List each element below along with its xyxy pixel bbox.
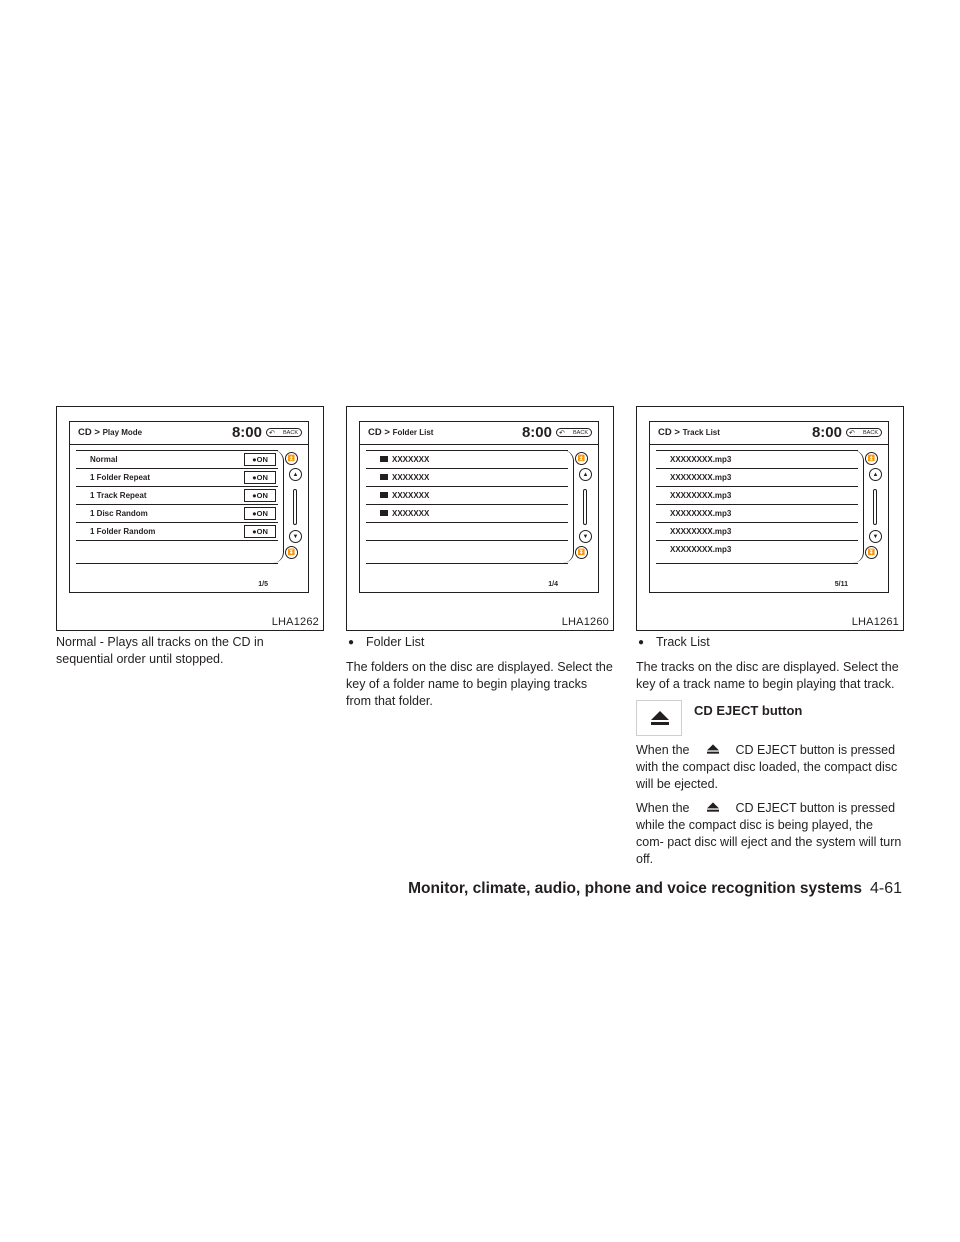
list-item[interactable] bbox=[656, 451, 858, 469]
list-item[interactable] bbox=[656, 541, 858, 559]
page-indicator: 5/11 bbox=[834, 581, 848, 588]
list-item[interactable] bbox=[76, 469, 278, 487]
back-button[interactable] bbox=[556, 428, 592, 437]
page-up-icon[interactable]: ⏫ bbox=[285, 452, 298, 465]
eject-paragraph-1 bbox=[636, 742, 904, 793]
text-fragment: When the bbox=[636, 801, 690, 815]
on-label: ON bbox=[256, 473, 268, 482]
back-button[interactable] bbox=[266, 428, 302, 437]
back-button[interactable] bbox=[846, 428, 882, 437]
page-indicator: 1/4 bbox=[548, 581, 558, 588]
screen-folder-list bbox=[359, 421, 599, 593]
list-item[interactable] bbox=[656, 469, 858, 487]
on-indicator: ●ON bbox=[244, 471, 276, 484]
scroll-controls bbox=[572, 452, 594, 567]
scroll-down-icon[interactable]: ▼ bbox=[579, 530, 592, 543]
scroll-up-icon[interactable]: ▲ bbox=[289, 468, 302, 481]
scroll-up-icon[interactable]: ▲ bbox=[579, 468, 592, 481]
back-label: BACK bbox=[863, 430, 878, 436]
on-indicator: ●ON bbox=[244, 525, 276, 538]
row-label: XXXXXXX bbox=[392, 473, 430, 482]
back-arrow-icon: ↶ bbox=[849, 430, 855, 437]
figure-track-list bbox=[636, 406, 904, 631]
normal-description: Normal - Plays all tracks on the CD in sequential order until stopped. bbox=[56, 635, 264, 666]
folder-icon bbox=[380, 456, 388, 462]
folder-icon bbox=[380, 474, 388, 480]
screen-header bbox=[360, 422, 598, 445]
list-item[interactable] bbox=[366, 451, 568, 469]
list-item[interactable] bbox=[366, 505, 568, 523]
scrollbar[interactable] bbox=[873, 489, 877, 525]
row-label: XXXXXXX bbox=[392, 509, 430, 518]
folder-icon bbox=[380, 510, 388, 516]
track-list-description: The tracks on the disc are displayed. Select the key of a track name to begin playing that track. bbox=[636, 660, 899, 691]
text-fragment: CD EJECT button is pressed with the compact disc loaded, the compact disc will be ejected. bbox=[636, 743, 898, 791]
breadcrumb-current: Folder List bbox=[392, 428, 434, 437]
on-label: ON bbox=[256, 527, 268, 536]
page-up-icon[interactable]: ⏫ bbox=[575, 452, 588, 465]
row-label: XXXXXXX bbox=[392, 491, 430, 500]
page-down-icon[interactable]: ⏬ bbox=[575, 546, 588, 559]
row-label: XXXXXXXX.mp3 bbox=[670, 491, 732, 500]
row-label: 1 Track Repeat bbox=[90, 491, 147, 500]
column-3 bbox=[636, 634, 904, 875]
eject-paragraph-2 bbox=[636, 800, 904, 868]
clock: 8:00 bbox=[521, 424, 552, 441]
row-label: Normal bbox=[90, 455, 118, 464]
breadcrumb-root: CD > bbox=[78, 427, 100, 438]
back-arrow-icon: ↶ bbox=[269, 430, 275, 437]
on-indicator: ●ON bbox=[244, 489, 276, 502]
page-down-icon[interactable]: ⏬ bbox=[865, 546, 878, 559]
figure-play-mode bbox=[56, 406, 324, 631]
clock: 8:00 bbox=[811, 424, 842, 441]
page-footer bbox=[408, 880, 902, 898]
folder-list-description: The folders on the disc are displayed. Select the key of a folder name to begin playing tracks from that folder. bbox=[346, 660, 613, 708]
back-label: BACK bbox=[573, 430, 588, 436]
on-indicator: ●ON bbox=[244, 453, 276, 466]
breadcrumb bbox=[78, 427, 142, 438]
track-list-bullet: ● Track List bbox=[636, 634, 904, 651]
scroll-controls bbox=[282, 452, 304, 567]
eject-title: CD EJECT button bbox=[694, 703, 803, 718]
breadcrumb-root: CD > bbox=[368, 427, 390, 438]
list-item[interactable] bbox=[656, 487, 858, 505]
row-label: XXXXXXX bbox=[392, 455, 430, 464]
scroll-up-icon[interactable]: ▲ bbox=[869, 468, 882, 481]
column-2 bbox=[346, 634, 614, 717]
eject-heading bbox=[636, 700, 904, 738]
scroll-controls bbox=[862, 452, 884, 567]
page-number: 4-61 bbox=[869, 880, 902, 897]
column-1 bbox=[56, 634, 324, 675]
row-label: 1 Folder Repeat bbox=[90, 473, 151, 482]
scrollbar[interactable] bbox=[583, 489, 587, 525]
row-label: XXXXXXXX.mp3 bbox=[670, 527, 732, 536]
list-item[interactable] bbox=[366, 469, 568, 487]
page-indicator: 1/5 bbox=[258, 581, 268, 588]
eject-icon bbox=[690, 800, 736, 817]
list-item[interactable] bbox=[366, 487, 568, 505]
page-down-icon[interactable]: ⏬ bbox=[285, 546, 298, 559]
figure-folder-list bbox=[346, 406, 614, 631]
list-item[interactable] bbox=[76, 451, 278, 469]
on-label: ON bbox=[256, 509, 268, 518]
screen-track-list bbox=[649, 421, 889, 593]
breadcrumb-root: CD > bbox=[658, 427, 680, 438]
figure-code: LHA1260 bbox=[561, 616, 609, 628]
row-label: XXXXXXXX.mp3 bbox=[670, 473, 732, 482]
scroll-down-icon[interactable]: ▼ bbox=[289, 530, 302, 543]
on-indicator: ●ON bbox=[244, 507, 276, 520]
text-fragment: When the bbox=[636, 743, 690, 757]
play-mode-list bbox=[76, 450, 278, 564]
section-title: Monitor, climate, audio, phone and voice recognition systems bbox=[408, 880, 862, 897]
on-label: ON bbox=[256, 491, 268, 500]
on-label: ON bbox=[256, 455, 268, 464]
screen-header bbox=[650, 422, 888, 445]
row-label: XXXXXXXX.mp3 bbox=[670, 509, 732, 518]
list-item[interactable] bbox=[76, 487, 278, 505]
figure-code: LHA1261 bbox=[851, 616, 899, 628]
clock: 8:00 bbox=[231, 424, 262, 441]
page-up-icon[interactable]: ⏫ bbox=[865, 452, 878, 465]
list-item[interactable] bbox=[76, 505, 278, 523]
eject-icon bbox=[690, 742, 736, 759]
row-label: XXXXXXXX.mp3 bbox=[670, 455, 732, 464]
list-item[interactable] bbox=[656, 505, 858, 523]
track-list bbox=[656, 450, 858, 564]
scroll-down-icon[interactable]: ▼ bbox=[869, 530, 882, 543]
back-label: BACK bbox=[283, 430, 298, 436]
scrollbar[interactable] bbox=[293, 489, 297, 525]
text-fragment: CD EJECT button is pressed while the compact disc is being played, the com- pact disc will eject and the system will turn off. bbox=[636, 801, 902, 866]
back-arrow-icon: ↶ bbox=[559, 430, 565, 437]
screen-play-mode bbox=[69, 421, 309, 593]
eject-icon bbox=[651, 711, 669, 725]
breadcrumb bbox=[658, 427, 720, 438]
folder-list bbox=[366, 450, 568, 564]
eject-icon-box bbox=[636, 700, 682, 736]
row-label: 1 Disc Random bbox=[90, 509, 148, 518]
folder-list-bullet: ● Folder List bbox=[346, 634, 614, 651]
list-item[interactable] bbox=[76, 523, 278, 541]
folder-icon bbox=[380, 492, 388, 498]
row-label: 1 Folder Random bbox=[90, 527, 156, 536]
breadcrumb-current: Track List bbox=[682, 428, 720, 437]
breadcrumb bbox=[368, 427, 433, 438]
row-label: XXXXXXXX.mp3 bbox=[670, 545, 732, 554]
screen-header bbox=[70, 422, 308, 445]
list-item[interactable] bbox=[366, 523, 568, 541]
list-item[interactable] bbox=[656, 523, 858, 541]
figure-code: LHA1262 bbox=[271, 616, 319, 628]
breadcrumb-current: Play Mode bbox=[102, 428, 143, 437]
